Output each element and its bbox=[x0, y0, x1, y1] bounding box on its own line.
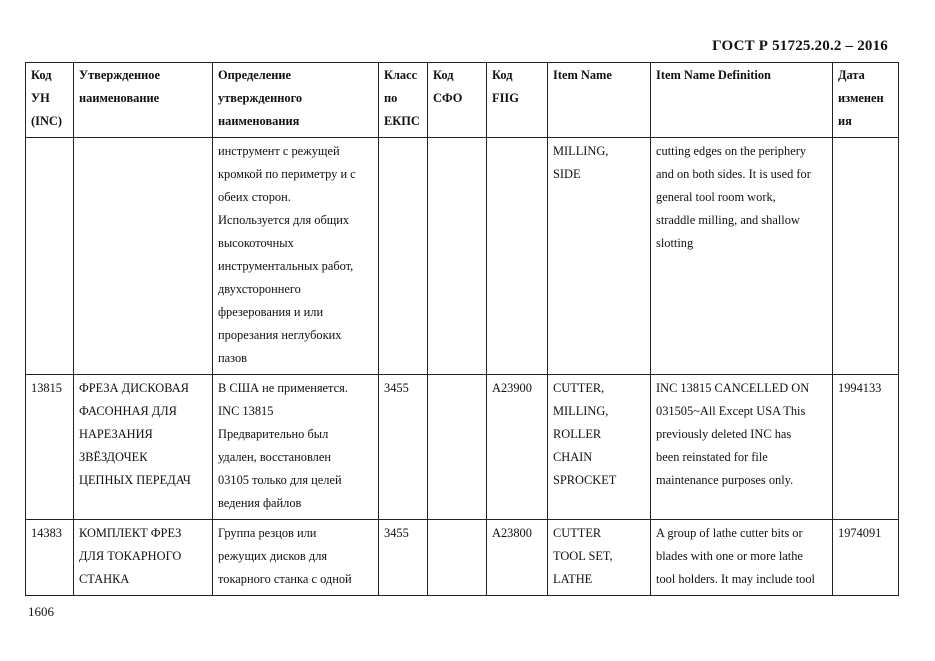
cell-ekps-class: 3455 bbox=[379, 520, 428, 596]
cell-item-name: CUTTER TOOL SET, LATHE bbox=[548, 520, 651, 596]
cell-inc-code: 13815 bbox=[26, 375, 74, 520]
cell-change-date bbox=[833, 138, 899, 375]
cell-approved-name: ФРЕЗА ДИСКОВАЯ ФАСОННАЯ ДЛЯ НАРЕЗАНИЯ ЗВЁЗДОЧЕК ЦЕПНЫХ ПЕРЕДАЧ bbox=[74, 375, 213, 520]
cell-sfo-code bbox=[428, 138, 487, 375]
cell-ekps-class: 3455 bbox=[379, 375, 428, 520]
cell-change-date: 1974091 bbox=[833, 520, 899, 596]
document-standard-header: ГОСТ Р 51725.20.2 – 2016 bbox=[712, 38, 888, 54]
cell-name-definition: инструмент с режущей кромкой по периметру и с обеих сторон. Используется для общих высокоточных инструментальных работ, двухстороннего фрезерования и или прорезания неглубоких пазов bbox=[213, 138, 379, 375]
cell-name-definition: Группа резцов или режущих дисков для токарного станка с одной bbox=[213, 520, 379, 596]
column-header-item-name: Item Name bbox=[548, 63, 651, 138]
cell-item-name: CUTTER, MILLING, ROLLER CHAIN SPROCKET bbox=[548, 375, 651, 520]
column-header-fiig-code: Код FIIG bbox=[487, 63, 548, 138]
cell-approved-name bbox=[74, 138, 213, 375]
cell-item-name-definition: INC 13815 CANCELLED ON 031505~All Except USA This previously deleted INC has been reinstated for file maintenance purposes only. bbox=[651, 375, 833, 520]
page-number: 1606 bbox=[28, 604, 54, 619]
column-header-name-definition: Определение утвержденного наименования bbox=[213, 63, 379, 138]
table-header-row bbox=[26, 63, 899, 138]
column-header-sfo-code: Код СФО bbox=[428, 63, 487, 138]
column-header-change-date: Дата изменен ия bbox=[833, 63, 899, 138]
cell-ekps-class bbox=[379, 138, 428, 375]
column-header-approved-name: Утвержденное наименование bbox=[74, 63, 213, 138]
column-header-inc-code: Код УН (INC) bbox=[26, 63, 74, 138]
column-header-ekps-class: Класс по ЕКПС bbox=[379, 63, 428, 138]
cell-item-name-definition: A group of lathe cutter bits or blades with one or more lathe tool holders. It may include tool bbox=[651, 520, 833, 596]
cell-sfo-code bbox=[428, 520, 487, 596]
cell-inc-code: 14383 bbox=[26, 520, 74, 596]
cell-fiig-code: A23800 bbox=[487, 520, 548, 596]
column-header-item-name-definition: Item Name Definition bbox=[651, 63, 833, 138]
cell-sfo-code bbox=[428, 375, 487, 520]
catalog-table bbox=[25, 62, 899, 596]
cell-fiig-code: A23900 bbox=[487, 375, 548, 520]
cell-item-name: MILLING, SIDE bbox=[548, 138, 651, 375]
cell-approved-name: КОМПЛЕКТ ФРЕЗ ДЛЯ ТОКАРНОГО СТАНКА bbox=[74, 520, 213, 596]
table-row bbox=[26, 520, 899, 596]
cell-inc-code bbox=[26, 138, 74, 375]
cell-change-date: 1994133 bbox=[833, 375, 899, 520]
cell-name-definition: В США не применяется. INC 13815 Предварительно был удален, восстановлен 03105 только для целей ведения файлов bbox=[213, 375, 379, 520]
cell-item-name-definition: cutting edges on the periphery and on both sides. It is used for general tool room work, straddle milling, and shallow slotting bbox=[651, 138, 833, 375]
cell-fiig-code bbox=[487, 138, 548, 375]
table-row bbox=[26, 375, 899, 520]
table-row bbox=[26, 138, 899, 375]
